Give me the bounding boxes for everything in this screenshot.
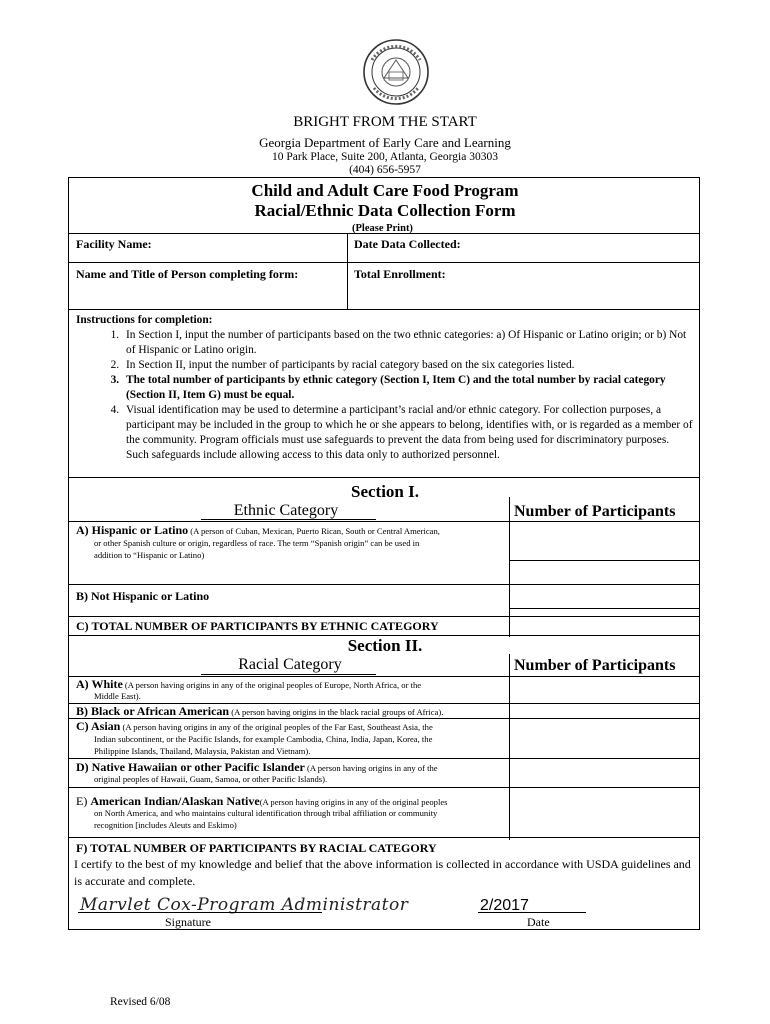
- divider: [68, 787, 700, 788]
- department-name: Georgia Department of Early Care and Learning: [259, 135, 511, 150]
- asian-desc: (A person having origins in any of the original peoples of the Far East, Southeast Asia, the: [120, 722, 433, 732]
- org-name: BRIGHT FROM THE START: [293, 114, 477, 130]
- hispanic-desc: (A person of Cuban, Mexican, Puerto Rican, South or Central American,: [188, 526, 440, 536]
- total-racial-label: [76, 842, 437, 855]
- black-label: B) Black or African American: [76, 704, 230, 718]
- header-underline: [201, 674, 376, 675]
- divider: [68, 477, 700, 478]
- phone-number: (404) 656-5957: [349, 164, 421, 176]
- asian-desc: Indian subcontinent, or the Pacific Islands, for example Cambodia, China, India, Japan, Korea, the: [94, 734, 433, 744]
- racial-category-header: Racial Category: [238, 656, 342, 673]
- signature-label: Signature: [165, 915, 211, 929]
- date-collected-label: Date Data Collected:: [354, 237, 461, 251]
- not-hispanic-label: [76, 590, 209, 603]
- total-enrollment-label: Total Enrollment:: [354, 267, 446, 281]
- hispanic-row: [76, 524, 506, 538]
- white-label: A) White: [76, 677, 123, 691]
- address: 10 Park Place, Suite 200, Atlanta, Georgia 30303: [272, 151, 498, 163]
- number-of-participants-header: Number of Participants: [514, 503, 676, 520]
- hispanic-label: A) Hispanic or Latino: [76, 523, 189, 537]
- divider: [347, 233, 348, 309]
- form-title: Child and Adult Care Food Program: [251, 181, 519, 200]
- divider: [509, 560, 700, 561]
- name-title-label: Name and Title of Person completing form:: [76, 267, 299, 281]
- pacific-islander-desc: original peoples of Hawaii, Guam, Samoa, or other Pacific Islands).: [94, 774, 328, 784]
- white-desc: Middle East).: [94, 691, 141, 701]
- divider: [68, 262, 700, 263]
- divider: [68, 837, 700, 838]
- divider: [68, 676, 700, 677]
- section1-title: Section I.: [351, 482, 419, 501]
- divider: [68, 718, 700, 719]
- hispanic-desc: addition to “Hispanic or Latino): [94, 550, 205, 560]
- total-racial-text: F) TOTAL NUMBER OF PARTICIPANTS BY RACIAL CATEGORY: [76, 841, 437, 855]
- instruction-item: 1. In Section I, input the number of participants based on the two ethnic categories: a) Of Hispanic or Latino origin; or b) Not of Hispanic or Latino origin.: [122, 328, 694, 358]
- instructions-heading: Instructions for completion:: [76, 314, 213, 326]
- divider: [68, 233, 700, 234]
- total-ethnic-text: C) TOTAL NUMBER OF PARTICIPANTS BY ETHNIC CATEGORY: [76, 619, 439, 633]
- ethnic-category-header: Ethnic Category: [233, 502, 339, 519]
- number-of-participants-header: Number of Participants: [514, 657, 676, 674]
- instruction-item: 4. Visual identification may be used to determine a participant’s racial and/or ethnic category. For collection purposes, a participant may be included in the group to which he or she appears to belong, identifies with, or is regarded as a member of the community. Program officials must use safeguards to prevent the data from being used for discriminatory purposes. Such safeguards include allowing access to this data only to authorized personnel.: [122, 403, 694, 463]
- signature-value: Marvlet Cox-Program Administrator: [80, 895, 409, 915]
- asian-desc: Philippine Islands, Thailand, Malaysia, Pakistan and Vietnam).: [94, 746, 311, 756]
- divider: [68, 616, 700, 617]
- certification-text: I certify to the best of my knowledge and belief that the above information is collected in accordance with USDA guidelines and is accurate and complete.: [74, 857, 691, 888]
- divider: [509, 608, 700, 609]
- divider: [68, 584, 700, 585]
- american-indian-prefix: E): [76, 794, 91, 808]
- divider: [68, 758, 700, 759]
- hispanic-desc: or other Spanish culture or origin, regardless of race. The term “Spanish origin” can be used in: [94, 538, 420, 548]
- date-value: 2/2017: [480, 897, 529, 914]
- date-label: Date: [527, 915, 550, 929]
- signature-line: [78, 912, 322, 913]
- american-indian-label: American Indian/Alaskan Native: [90, 794, 260, 808]
- black-row: [76, 705, 506, 719]
- facility-name-label: Facility Name:: [76, 237, 152, 251]
- divider: [509, 654, 510, 840]
- asian-row: [76, 720, 506, 734]
- form-subtitle: Racial/Ethnic Data Collection Form: [254, 201, 516, 220]
- american-indian-desc: (A person having origins in any of the original peoples: [259, 797, 448, 807]
- american-indian-desc: recognition [includes Aleuts and Eskimo): [94, 820, 237, 830]
- revision-note: Revised 6/08: [110, 996, 171, 1008]
- instructions: [76, 313, 694, 463]
- white-desc: (A person having origins in any of the original peoples of Europe, North Africa, or the: [122, 680, 422, 690]
- georgia-seal-logo: [362, 38, 430, 106]
- instruction-item: 2. In Section II, input the number of participants by racial category based on the six categories listed.: [122, 358, 694, 373]
- instruction-item: 3. The total number of participants by ethnic category (Section I, Item C) and the total number by racial category (Section II, Item G) must be equal.: [122, 373, 694, 403]
- american-indian-desc: on North America, and who maintains cultural identification through tribal affiliation or community: [94, 808, 438, 818]
- please-print-note: (Please Print): [352, 223, 413, 234]
- section2-title: Section II.: [347, 636, 423, 655]
- divider: [68, 309, 700, 310]
- divider: [68, 521, 700, 522]
- header-underline: [201, 519, 376, 520]
- black-desc: (A person having origins in the black racial groups of Africa).: [229, 707, 444, 717]
- not-hispanic-text: B) Not Hispanic or Latino: [76, 589, 210, 603]
- total-ethnic-label: [76, 620, 439, 633]
- asian-label: C) Asian: [76, 719, 121, 733]
- date-line: [478, 912, 586, 913]
- pacific-islander-desc: (A person having origins in any of the: [304, 763, 438, 773]
- pacific-islander-label: D) Native Hawaiian or other Pacific Islander: [76, 760, 305, 774]
